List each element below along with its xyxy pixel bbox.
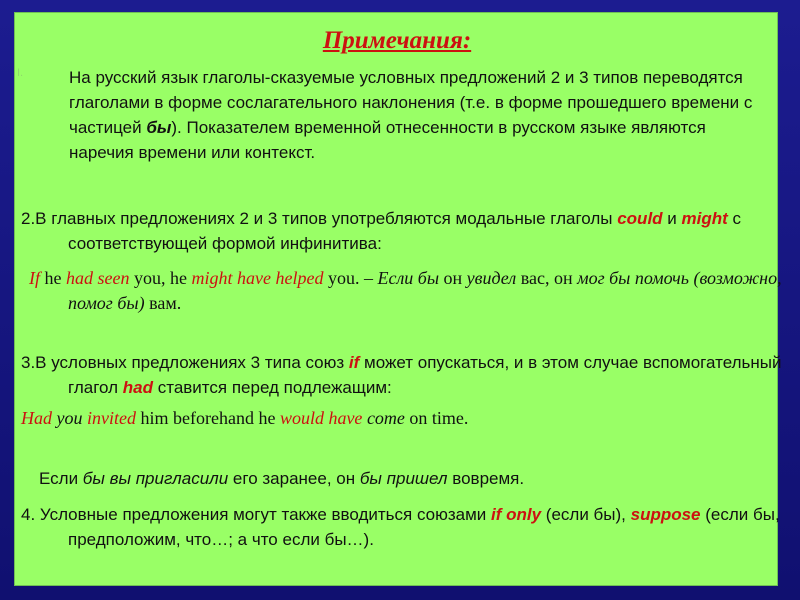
note-3-text-mid: может опускаться, и в этом случае вспомогательный глагол [68, 353, 782, 397]
translation-2-p3: его заранее, он [228, 469, 360, 488]
example-1-ru2: он [439, 268, 467, 288]
example-2-you: you [52, 408, 87, 428]
note-2-might: might [681, 209, 728, 228]
note-1-word-by: бы [146, 118, 172, 137]
example-2-come: come [362, 408, 405, 428]
notes-panel [14, 12, 782, 586]
note-3-had: had [122, 378, 153, 397]
example-2-had: Had [21, 408, 52, 428]
example-2-on-time: on time. [404, 408, 469, 428]
page-title: Примечания: [322, 27, 472, 54]
note-3-if: if [348, 353, 360, 372]
note-2 [21, 206, 800, 256]
note-4-text-mid: (если бы), [541, 505, 631, 524]
example-1-ru3: увидел [466, 268, 517, 288]
note-3 [21, 350, 800, 400]
note-2-text-end: с соответствующей формой инфинитива: [68, 209, 742, 253]
example-1-ru6: вам. [144, 293, 182, 313]
note-4-suppose: suppose [630, 505, 701, 524]
translation-2-p5: вовремя. [447, 469, 525, 488]
note-1 [69, 65, 769, 165]
example-2-invited: invited [87, 408, 136, 428]
note-1-text: На русский язык глаголы-сказуемые условных предложений 2 и 3 типов переводятся глаголами в форме сослагательного наклонения (т.е. в форме прошедшего времени с частицей [69, 68, 753, 137]
example-2-would-have: would have [279, 408, 363, 428]
note-4-if-only: if only [491, 505, 542, 524]
note-2-text: 2.В главных предложениях 2 и 3 типов употребляются модальные глаголы [21, 209, 618, 228]
example-1-ru5: мог бы помочь (возможно, помог бы) [68, 268, 782, 313]
translation-2-p4: бы пришел [359, 469, 448, 488]
example-1-had-seen: had seen [66, 268, 130, 288]
example-1-you: you, he [129, 268, 192, 288]
note-4 [21, 502, 800, 552]
example-2-him: him beforehand he [135, 408, 280, 428]
bullet-marker: I. [17, 67, 24, 79]
note-4-text-end: (если бы, предположим, что…; а что если бы…). [68, 505, 780, 549]
example-1-you-end: you. – [323, 268, 378, 288]
note-1-text-end: ). Показателем временной отнесенности в русском языке являются наречия времени или контекст. [69, 118, 706, 162]
example-1-might-have-helped: might have helped [191, 268, 324, 288]
translation-2-p2: бы вы пригласили [82, 469, 229, 488]
example-1-he: he [40, 268, 66, 288]
example-1 [29, 266, 800, 316]
example-1-ru1: Если бы [377, 268, 440, 288]
translation-2 [39, 466, 769, 491]
note-2-and: и [662, 209, 682, 228]
note-3-text-end: ставится перед подлежащим: [153, 378, 392, 397]
translation-2-p1: Если [39, 469, 83, 488]
note-3-text: 3.В условных предложениях 3 типа союз [21, 353, 349, 372]
example-1-if: If [29, 268, 40, 288]
note-2-could: could [617, 209, 663, 228]
example-2 [21, 406, 769, 431]
note-4-text: 4. Условные предложения могут также вводиться союзами [21, 505, 491, 524]
example-1-ru4: вас, он [516, 268, 578, 288]
